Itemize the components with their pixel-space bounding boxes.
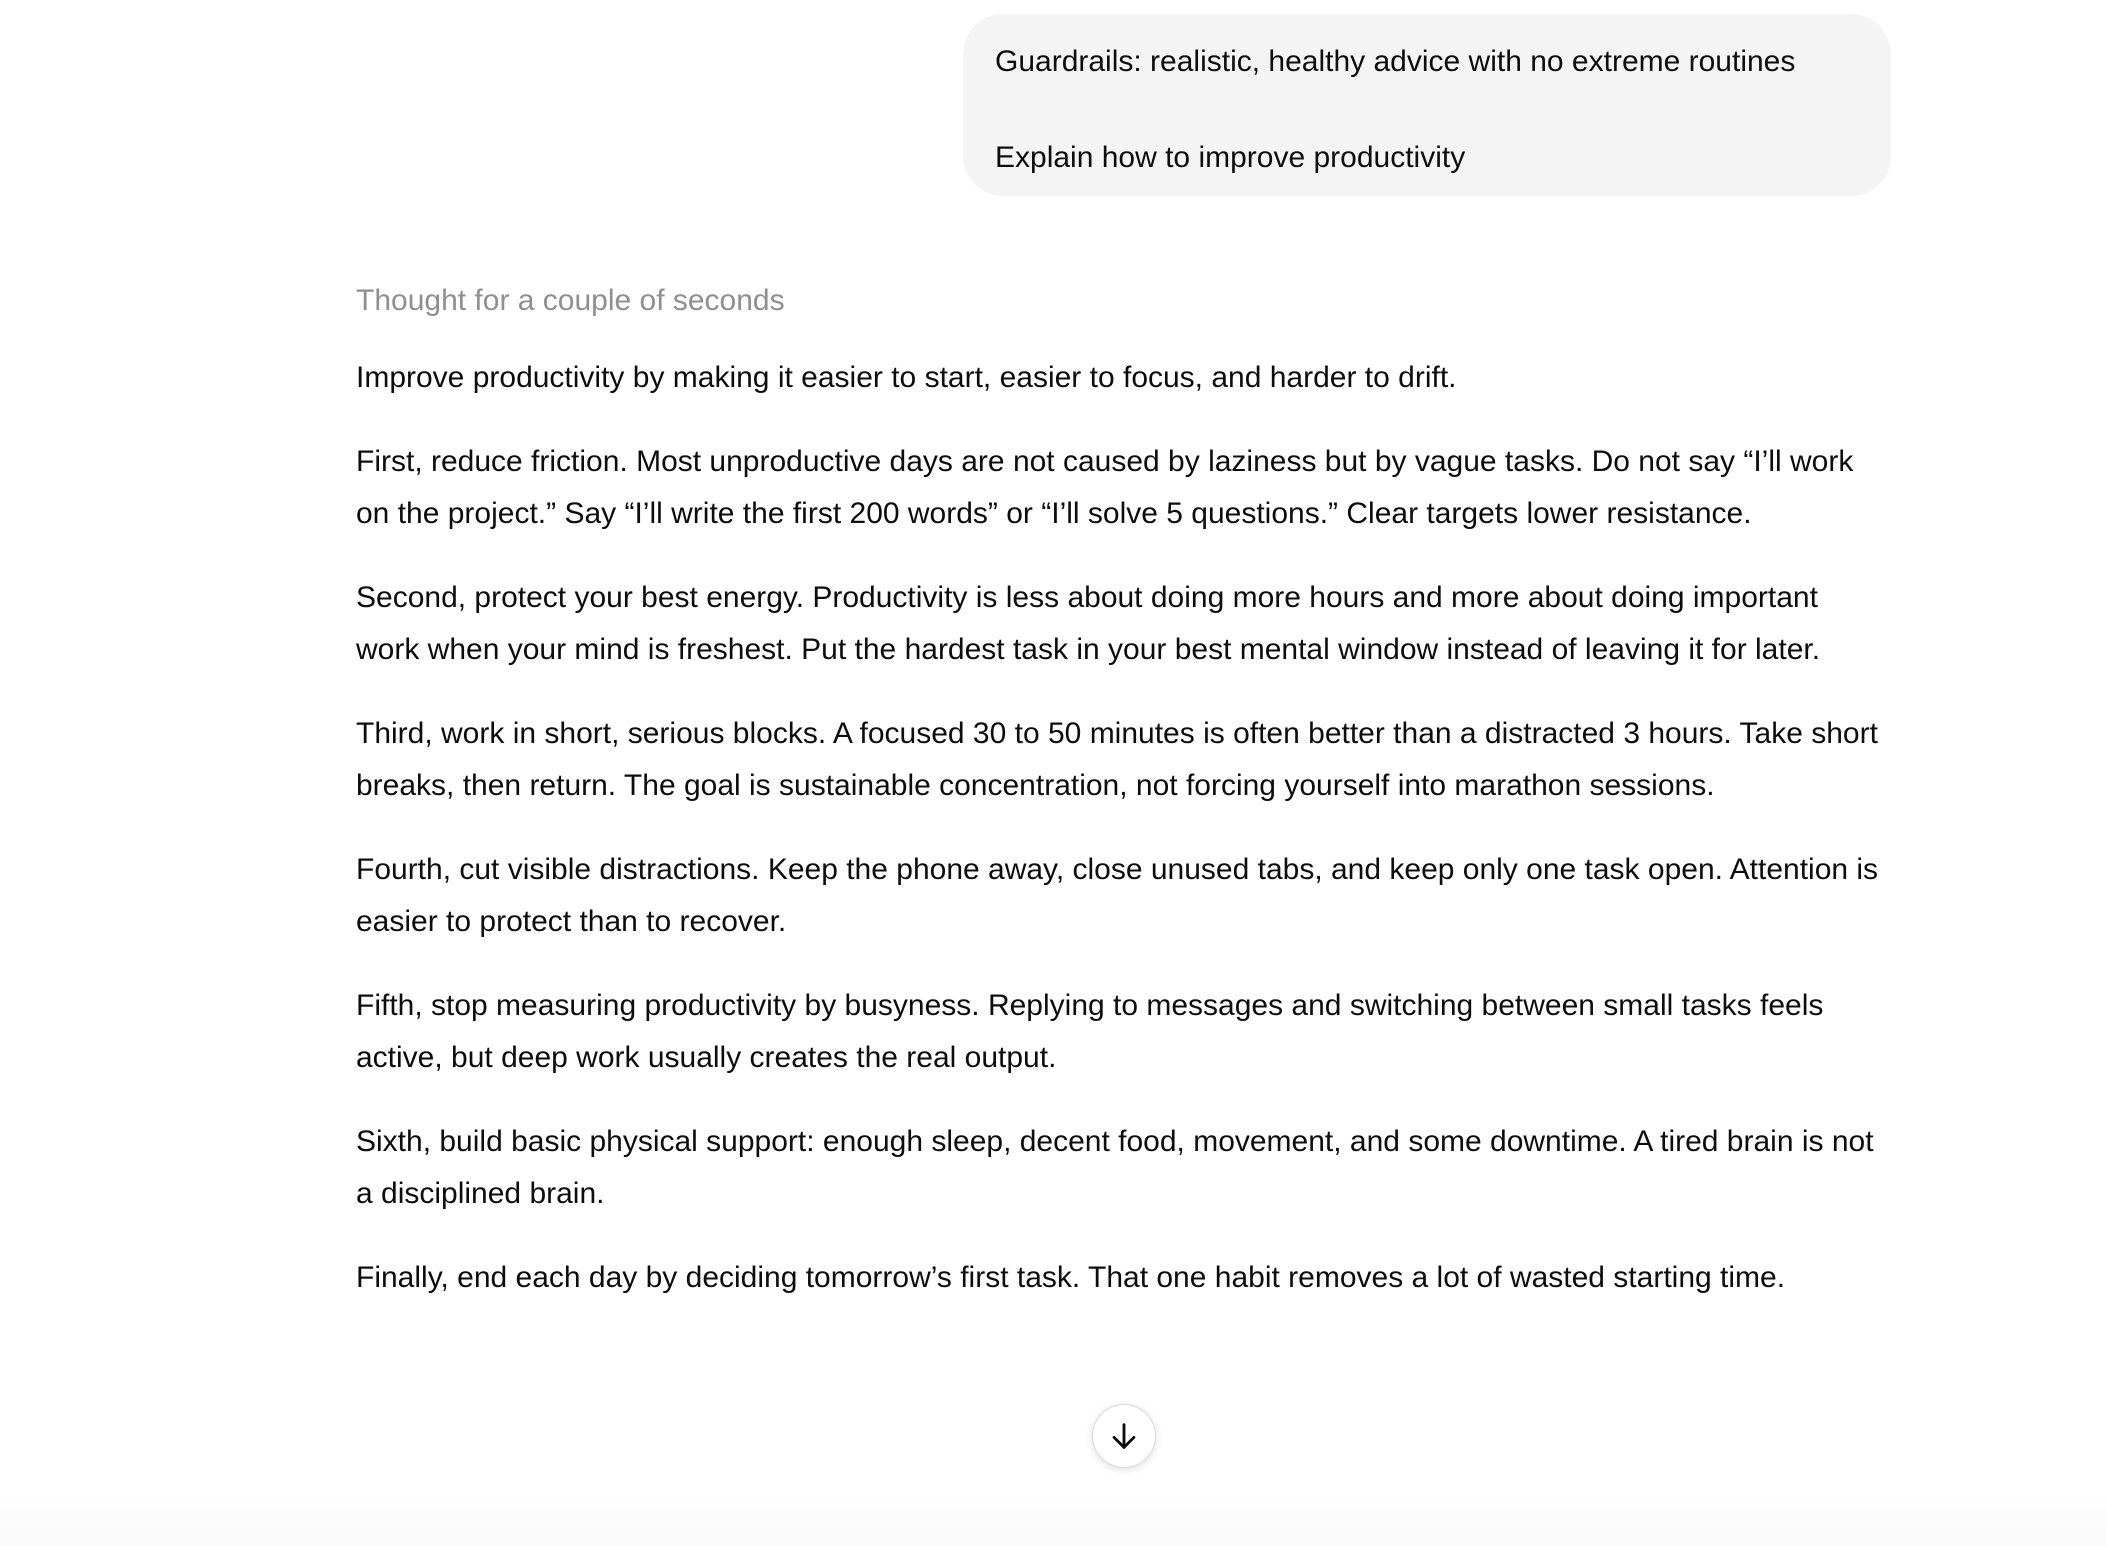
user-message-bubble bbox=[963, 14, 1891, 196]
answer-paragraph-intro: Improve productivity by making it easier to start, easier to focus, and harder to drift. bbox=[356, 361, 1457, 394]
answer-paragraph-second: Second, protect your best energy. Productivity is less about doing more hours and more about doing important work when your mind is freshest. Put the hardest task in your best mental window instead of leaving it for later. bbox=[356, 581, 1821, 666]
user-prompt-text: Explain how to improve productivity bbox=[995, 141, 1466, 174]
scroll-to-bottom-button[interactable] bbox=[1092, 1404, 1156, 1468]
answer-paragraph-finally: Finally, end each day by deciding tomorrow’s first task. That one habit removes a lot of wasted starting time. bbox=[356, 1261, 1786, 1294]
answer-paragraph-sixth: Sixth, build basic physical support: enough sleep, decent food, movement, and some downtime. A tired brain is not a disciplined brain. bbox=[356, 1125, 1874, 1210]
thought-duration-toggle[interactable]: Thought for a couple of seconds bbox=[356, 284, 785, 317]
answer-paragraph-third: Third, work in short, serious blocks. A focused 30 to 50 minutes is often better than a distracted 3 hours. Take short breaks, then return. The goal is sustainable concentration, not forcing yourself into marathon sessions. bbox=[356, 717, 1878, 802]
user-guardrail-text: Guardrails: realistic, healthy advice with no extreme routines bbox=[995, 45, 1796, 78]
assistant-message bbox=[356, 280, 1882, 1336]
answer-paragraph-first: First, reduce friction. Most unproductive days are not caused by laziness but by vague tasks. Do not say “I’ll work on the project.” Say “I’ll write the first 200 words” or “I’ll solve 5 questions.” Clear targets lower resistance. bbox=[356, 445, 1854, 530]
arrow-down-icon bbox=[1107, 1419, 1141, 1453]
answer-paragraph-fourth: Fourth, cut visible distractions. Keep the phone away, close unused tabs, and keep only one task open. Attention is easier to protect than to recover. bbox=[356, 853, 1879, 938]
bottom-fade-overlay bbox=[0, 1500, 2106, 1546]
answer-paragraph-fifth: Fifth, stop measuring productivity by busyness. Replying to messages and switching between small tasks feels active, but deep work usually creates the real output. bbox=[356, 989, 1824, 1074]
assistant-answer bbox=[356, 352, 1882, 1304]
